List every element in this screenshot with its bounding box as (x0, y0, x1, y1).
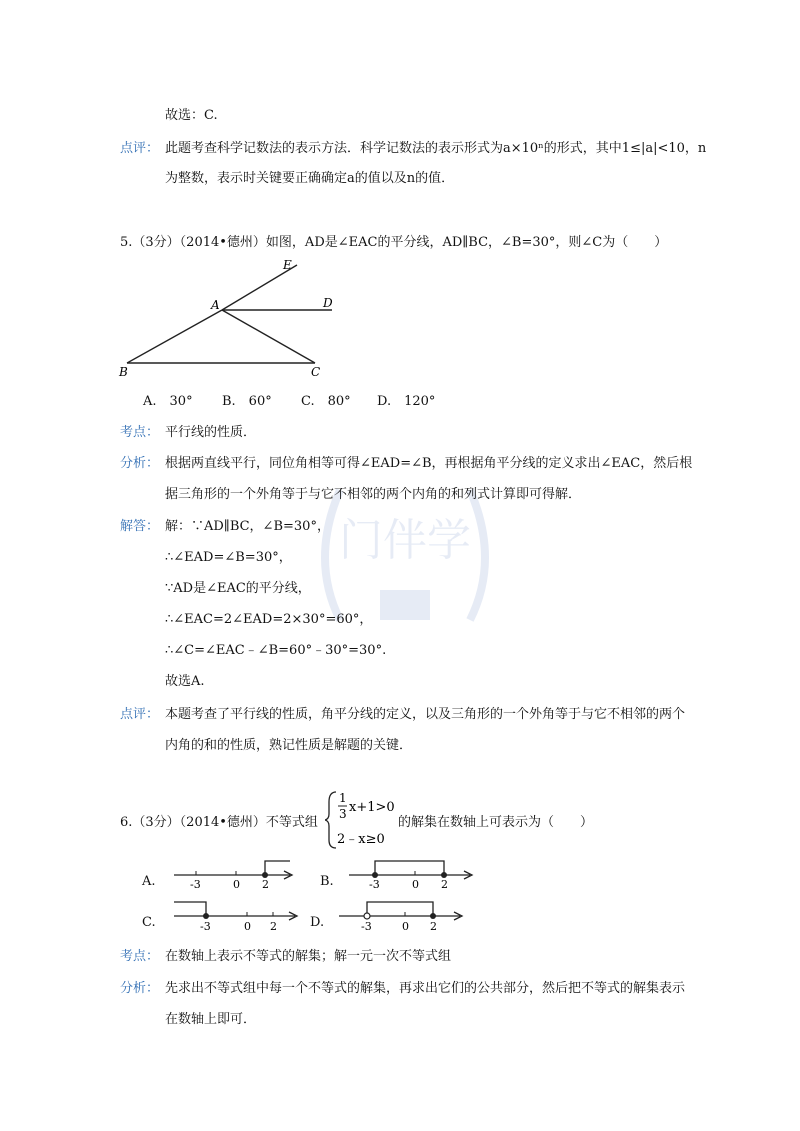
q5-dianping-line1: 本题考查了平行线的性质，角平分线的定义，以及三角形的一个外角等于与它不相邻的两个 (165, 707, 686, 722)
q5-option-c[interactable]: C. 80° (301, 394, 351, 409)
hollow-dot-icon (364, 913, 370, 919)
q6-option-c-label[interactable]: C. (142, 915, 156, 930)
solid-dot-icon (430, 913, 436, 919)
svg-text:-3: -3 (190, 878, 201, 891)
svg-text:0: 0 (402, 920, 409, 933)
q6-fenxi-line2: 在数轴上即可． (165, 1012, 257, 1027)
q5-jieda-tag: 解答： (120, 519, 160, 534)
prev-comment-line2: 为整数，表示时关键要正确确定a的值以及n的值． (165, 171, 455, 186)
brace-icon (325, 792, 336, 848)
ineq2: 2﹣x≥0 (337, 832, 385, 847)
svg-text:2: 2 (262, 878, 269, 891)
svg-text:0: 0 (412, 878, 419, 891)
svg-text:2: 2 (430, 920, 437, 933)
svg-text:-3: -3 (200, 920, 211, 933)
label-c: C (311, 365, 321, 379)
svg-text:2: 2 (270, 920, 277, 933)
label-b: B (119, 365, 128, 379)
q6-number-line-c[interactable] (170, 896, 305, 936)
q5-dianping-line2: 内角的和的性质，熟记性质是解题的关键． (165, 738, 413, 753)
q6-kaodian-tag: 考点： (120, 949, 160, 964)
q5-step-1: 解：∵AD∥BC，∠B=30°， (165, 519, 330, 534)
q5-step-5: ∴∠C=∠EAC﹣∠B=60°﹣30°=30°. (165, 643, 387, 658)
q5-option-d[interactable]: D. 120° (377, 394, 436, 409)
q6-stem-prefix: 6.（3分）（2014•德州）不等式组 (120, 815, 318, 830)
label-d: D (323, 296, 333, 310)
svg-text:-3: -3 (369, 878, 380, 891)
label-a: A (211, 298, 220, 312)
prev-comment-line1: 此题考查科学记数法的表示方法．科学记数法的表示形式为a×10ⁿ的形式，其中1≤|a|<10，n (165, 141, 707, 156)
ineq1-denominator: 3 (339, 807, 347, 821)
svg-text:0: 0 (244, 920, 251, 933)
solid-dot-icon (203, 913, 209, 919)
q5-option-b[interactable]: B. 60° (222, 394, 272, 409)
q6-fenxi-tag: 分析： (120, 981, 160, 996)
svg-text:门伴学: 门伴学 (339, 515, 471, 566)
q6-number-line-d[interactable] (335, 896, 470, 936)
svg-text:2: 2 (441, 878, 448, 891)
q6-kaodian: 在数轴上表示不等式的解集；解一元一次不等式组 (165, 949, 452, 964)
svg-text:0: 0 (233, 878, 240, 891)
prev-conclusion: 故选：C. (165, 108, 218, 123)
q5-kaodian: 平行线的性质． (165, 425, 257, 440)
segment-ac (222, 310, 315, 363)
q5-step-6: 故选A. (165, 674, 205, 689)
q5-step-4: ∴∠EAC=2∠EAD=2×30°=60°， (165, 612, 373, 627)
q6-option-d-label[interactable]: D. (310, 915, 325, 930)
q6-number-line-b[interactable] (345, 855, 480, 895)
q5-fenxi-line2: 据三角形的一个外角等于与它不相邻的两个内角的和列式计算即可得解． (165, 487, 582, 502)
segment-ab (127, 310, 222, 363)
label-e: E (283, 258, 292, 272)
q6-option-a-label[interactable]: A. (142, 874, 156, 889)
watermark-logo (300, 450, 510, 660)
q6-inequality-system (325, 788, 405, 852)
q5-kaodian-tag: 考点： (120, 425, 160, 440)
svg-text:-3: -3 (361, 920, 372, 933)
q6-stem-suffix: 的解集在数轴上可表示为（ ） (398, 815, 594, 830)
q5-step-2: ∴∠EAD=∠B=30°， (165, 550, 292, 565)
q5-figure (115, 255, 350, 380)
q5-step-3: ∵AD是∠EAC的平分线， (165, 581, 311, 596)
ineq1-rest: x+1>0 (349, 800, 395, 815)
prev-comment-tag: 点评： (120, 141, 160, 156)
q5-stem: 5.（3分）（2014•德州）如图，AD是∠EAC的平分线，AD∥BC，∠B=30°，则∠C为（ ） (120, 235, 668, 250)
q6-number-line-a[interactable] (170, 855, 300, 895)
q6-fenxi-line1: 先求出不等式组中每一个不等式的解集，再求出它们的公共部分，然后把不等式的解集表示 (165, 981, 686, 996)
q6-option-b-label[interactable]: B. (320, 874, 334, 889)
ineq1-numerator: 1 (339, 791, 347, 805)
q5-fenxi-tag: 分析： (120, 456, 160, 471)
q5-dianping-tag: 点评： (120, 707, 160, 722)
q5-fenxi-line1: 根据两直线平行，同位角相等可得∠EAD=∠B，再根据角平分线的定义求出∠EAC，然后根 (165, 456, 693, 471)
q5-option-a[interactable]: A. 30° (143, 394, 193, 409)
